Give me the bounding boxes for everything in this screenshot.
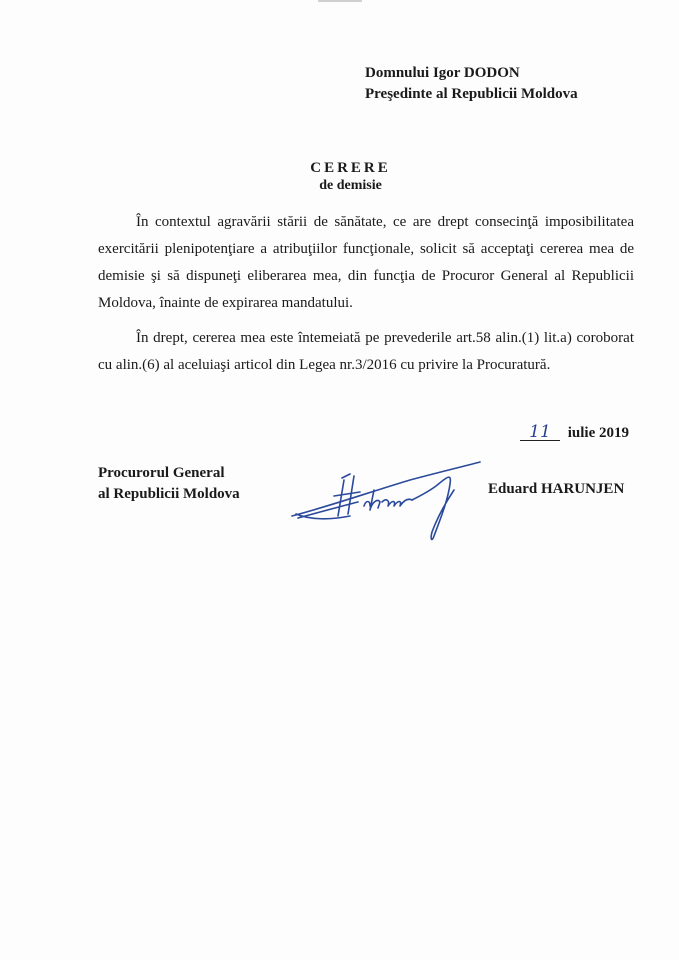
- date-line: [520, 424, 629, 442]
- signer-title-line-1: Procurorul General: [98, 465, 225, 481]
- addressee-position: Preşedinte al Republicii Moldova: [365, 86, 578, 102]
- addressee-block: [365, 63, 578, 105]
- date-day-handwritten: 11: [520, 424, 560, 441]
- addressee-name: Domnului Igor DODON: [365, 65, 520, 81]
- body-paragraph-1: În contextul agravării stării de sănătate, ce are drept consecinţă imposibilitatea exercitării plenipotenţiare a atribuţiilor funcţionale, solicit să acceptaţi cererea mea de demisie şi să dispuneţi eliberarea mea, din funcţia de Procuror General al Republicii Moldova, înainte de expirarea mandatului.: [98, 214, 634, 311]
- document-title: CERERE: [310, 160, 391, 176]
- body-paragraph-2: În drept, cererea mea este întemeiată pe prevederile art.58 alin.(1) lit.a) coroborat cu alin.(6) al aceluiaşi articol din Legea nr.3/2016 cu privire la Procuratură.: [98, 330, 634, 373]
- scan-edge-mark: [318, 0, 362, 2]
- signer-title-line-2: al Republicii Moldova: [98, 486, 240, 502]
- signer-title-block: [98, 463, 240, 505]
- date-month-year: iulie 2019: [567, 425, 630, 441]
- signature-icon: [290, 450, 490, 550]
- signer-name: Eduard HARUNJEN: [488, 481, 625, 497]
- document-subtitle: de demisie: [319, 178, 382, 193]
